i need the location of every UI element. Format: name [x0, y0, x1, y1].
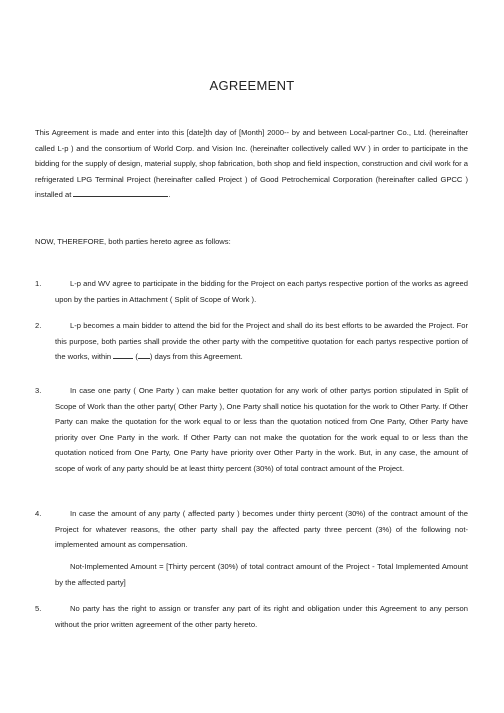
clause-text-part: L-p becomes a main bidder to attend the bid for the Project and shall do its best efforts to be awarded the Project. For this purpose, both parties shall provide the other party with the competitive quotation for each partys respective portion of the works, within — [55, 321, 468, 362]
clause-5 — [35, 601, 468, 632]
clause-text — [55, 318, 468, 365]
clause-2 — [35, 318, 468, 365]
clause-number: 1. — [35, 279, 42, 288]
days-blank-number — [138, 349, 150, 359]
clause-3 — [35, 383, 468, 477]
clause-text: In case the amount of any party ( affected party ) becomes under thirty percent (30%) of the contract amount of the Project for whatever reasons, the other party shall pay the affected party three percent (3%) of the following not-implemented amount as compensation. — [55, 509, 468, 550]
days-blank — [113, 349, 133, 359]
intro-text: This Agreement is made and enter into this [date]th day of [Month] 2000-- by and between Local-partner Co., Ltd. (hereinafter called L-p ) and the consortium of World Corp. and Vision Inc. (hereinafter collectively called WV ) in order to participate in the bidding for the supply of design, material supply, shop fabrication, both shop and field inspection, construction and civil work for a refrigerated LPG Terminal Project (hereinafter called Project ) of Good Petrochemical Corporation (hereinafter called GPCC ) installed at — [35, 128, 468, 200]
clause-text: L-p and WV agree to participate in the bidding for the Project on each partys respective portion of the works as agreed upon by the parties in Attachment ( Split of Scope of Work ). — [55, 279, 468, 304]
clause-4 — [35, 506, 468, 553]
clause-number: 4. — [35, 509, 42, 518]
clause-1 — [35, 276, 468, 307]
now-therefore-line: NOW, THEREFORE, both parties hereto agree as follows: — [35, 237, 231, 246]
clause-text: No party has the right to assign or transfer any part of its right and obligation under this Agreement to any person without the prior written agreement of the other party hereto. — [55, 604, 468, 629]
clause-number: 2. — [35, 321, 42, 330]
clause-number: 5. — [35, 604, 42, 613]
clause-text-part: ( — [133, 352, 138, 362]
clause-text: In case one party ( One Party ) can make better quotation for any work of other partys portion stipulated in Split of Scope of Work than the other party( Other Party ), One Party shall notice his quotation for the work to Other Party. If Other Party can make the quotation for the work equal to or less than the quotation noticed from One Party, Other Party have priority over One Party in the work. If Other Party can not make the quotation for the work equal to or less than the quotation noticed from One Party, One Party have priority over Other Party in the work. But, in any case, the amount of scope of work of any party should be at least thirty percent (30%) of total contract amount of the Project. — [55, 386, 468, 473]
clause-number: 3. — [35, 386, 42, 395]
compensation-formula: Not-Implemented Amount = [Thirty percent (30%) of total contract amount of the Project - Total Implemented Amount by the affected party] — [55, 562, 468, 587]
location-blank — [73, 187, 168, 197]
clause-text-part: ) days from this Agreement. — [149, 352, 243, 362]
document-title: AGREEMENT — [209, 78, 295, 93]
intro-paragraph: This Agreement is made and enter into this [date]th day of [Month] 2000-- by and between Local-partner Co., Ltd. (hereinafter called L-p ) and the consortium of World Corp. and Vision Inc. (hereinafter collectively called WV ) in order to participate in the bidding for the supply of design, material supply, shop fabrication, both shop and field inspection, construction and civil work for a refrigerated LPG Terminal Project (hereinafter called Project ) of Good Petrochemical Corporation (hereinafter called GPCC ) installed at . — [35, 128, 468, 200]
